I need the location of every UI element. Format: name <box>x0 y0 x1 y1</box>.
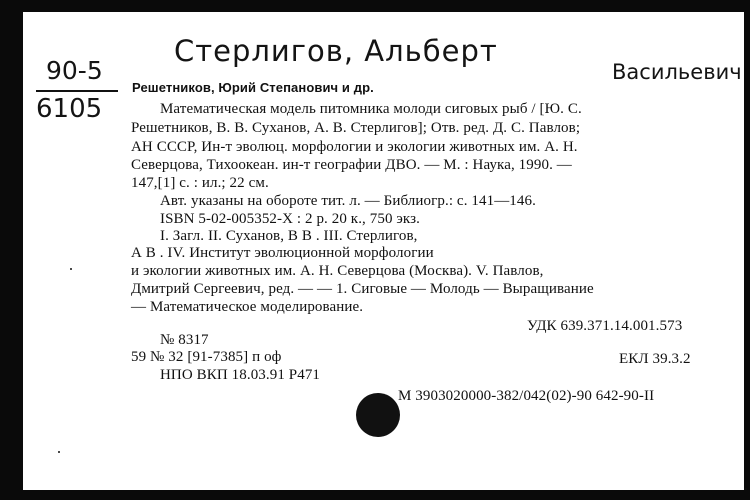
scan-left-edge <box>0 0 23 500</box>
udk-code: УДК 639.371.14.001.573 <box>527 318 683 334</box>
npo-stamp: НПО ВКП 18.03.91 Р471 <box>160 367 321 383</box>
handwritten-author-name: Стерлигов, Альберт <box>174 34 498 68</box>
card-line-5: 147,[1] с. : ил.; 22 см. <box>131 175 269 191</box>
card-line-6: Авт. указаны на обороте тит. л. — Библиогр.: с. 141—146. <box>160 193 536 209</box>
speck <box>58 451 60 453</box>
speck <box>70 268 72 270</box>
card-line-1: Математическая модель питомника молоди сиговых рыб / [Ю. С. <box>160 101 582 117</box>
m-code: М 3903020000-382/042(02)-90 642-90-II <box>398 388 655 404</box>
card-line-10: и экологии животных им. А. Н. Северцова (Москва). V. Павлов, <box>131 263 544 279</box>
scan-bottom-edge <box>0 490 750 500</box>
punch-hole <box>356 393 400 437</box>
card-line-4: Северцова, Тихоокеан. ин-т географии ДВО. — М. : Наука, 1990. — <box>131 157 572 173</box>
shelfmark-bottom: 6105 <box>36 94 103 124</box>
card-line-9: А В . IV. Институт эволюционной морфологии <box>131 245 434 261</box>
card-line-7: ISBN 5-02-005352-X : 2 р. 20 к., 750 экз. <box>160 211 421 227</box>
handwritten-patronymic: Васильевич <box>612 60 742 84</box>
ekl-code: ЕКЛ 39.3.2 <box>619 351 691 367</box>
card-heading: Решетников, Юрий Степанович и др. <box>132 80 374 95</box>
card-line-11: Дмитрий Сергеевич, ред. — — 1. Сиговые — Молодь — Выращивание <box>131 281 594 297</box>
card-line-2: Решетников, В. В. Суханов, А. В. Стерлигов]; Отв. ред. Д. С. Павлов; <box>131 120 581 136</box>
card-line-8: I. Загл. II. Суханов, В В . III. Стерлигов, <box>160 228 418 244</box>
scan-right-edge <box>744 0 750 500</box>
scan-top-edge <box>0 0 750 12</box>
card-line-12: — Математическое моделирование. <box>131 299 364 315</box>
shelfmark-divider <box>36 90 118 92</box>
speck <box>745 488 747 490</box>
order-number: 59 № 32 [91-7385] п оф <box>131 349 282 365</box>
card-line-3: АН СССР, Ин-т эволюц. морфологии и экологии животных им. А. Н. <box>131 139 578 155</box>
card-number: № 8317 <box>160 332 209 348</box>
shelfmark-top: 90-5 <box>46 56 103 85</box>
